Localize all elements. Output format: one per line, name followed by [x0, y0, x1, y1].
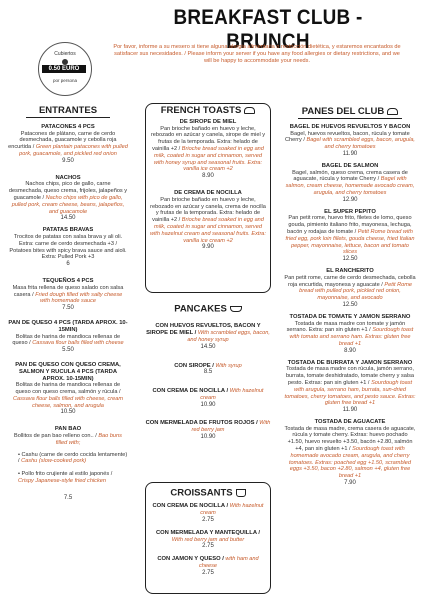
- panes-column: [284, 108, 416, 492]
- toast-icon: [244, 107, 255, 114]
- item-name: BAGEL DE HUEVOS REVUELTOS Y BACON: [289, 123, 411, 130]
- item-price: 6: [66, 261, 70, 268]
- menu-item: [284, 209, 416, 263]
- item-price: 11.90: [342, 151, 358, 157]
- item-desc-en: With syrup: [215, 362, 242, 369]
- menu-item: [8, 175, 128, 223]
- item-desc: Tostada de masa madre, crema casera de aguacate, rúcula y tomate cherry. Extras: huevo pochado +1.50, huevo revuelto +3.50, bacón +2.80, salmón +4, pan sin gluten +1 /: [284, 425, 416, 453]
- item-name: TEQUEÑOS 4 PCS: [42, 277, 94, 284]
- item-desc: Pan petit rome, huevo frito, filetes de lomo, queso gouda, pimiento italiano frito, mayonesa, lechuga, bacón y rodajas de tomate /: [287, 215, 412, 235]
- item-desc: Masa frita rellena de queso salado con salsa casera /: [12, 284, 124, 298]
- menu-item: [284, 419, 416, 487]
- menu-item: [284, 268, 416, 309]
- item-price: 7.90: [344, 480, 356, 487]
- item-price: 12.90: [342, 196, 358, 203]
- item-desc-en: Brioche bread soaked in egg and milk, coated in sugar and cinnamon, served with honey syrup and seasonal fruits. Extra: vanilla ice cream +2: [153, 146, 264, 173]
- entrantes-title: ENTRANTES: [26, 108, 110, 118]
- menu-item: [145, 388, 271, 408]
- pancakes-section: [145, 303, 271, 447]
- item-desc: Pan brioche bañado en huevo y leche, rebozado en azúcar y canela, sirope de miel y frutas de la temporada. Extra: helado de vainilla +2 /: [150, 125, 266, 152]
- cover-charge-badge: [38, 42, 92, 96]
- item-desc: Bagel, salmón, queso crema, crema casera de aguacate, rúcula y tomate Cherry /: [292, 169, 408, 183]
- item-name: PAN DE QUESO 4 PCS (TARDA APROX. 10-15MIN): [8, 319, 128, 333]
- item-desc: Patacones de plátano, carne de cerdo desmechada, guacamole y cebolla roja encurtida /: [8, 130, 117, 151]
- bao-option-es: Pollo frito crujiente al estilo japonés /: [21, 471, 113, 478]
- item-desc: Bolitas de harina de mandioca rellenas de queso con queso crema, salmón y rúcula /: [15, 382, 121, 396]
- item-name: PATACONES 4 PCS: [41, 123, 95, 130]
- menu-item: [150, 503, 266, 523]
- item-price: 7.50: [62, 305, 74, 312]
- item-desc-en: Cassava flour balls filled with cheese, cream cheese, salmon, and arugula: [12, 395, 124, 409]
- item-desc-en: Green plantain patacones with pulled pork, guacamole, and pickled red onion: [19, 144, 128, 157]
- item-desc: Bollitos de pan bao relleno con.. /: [14, 433, 97, 440]
- item-price: 11.90: [342, 407, 358, 414]
- item-desc: Bolitas de harina de mandioca rellenas de queso /: [12, 333, 121, 347]
- item-name: TOSTADA DE TOMATE Y JAMON SERRANO: [289, 313, 411, 320]
- item-price: 9.90: [202, 244, 214, 251]
- menu-item: [284, 314, 416, 355]
- item-price: 8.5: [203, 369, 213, 376]
- item-price: 12.50: [342, 301, 358, 308]
- croissant-icon: [236, 489, 246, 497]
- item-price: 2.75: [202, 569, 214, 576]
- item-name: DE SIROPE DE MIEL: [179, 118, 237, 125]
- badge-bottom-text: por persona: [52, 78, 78, 83]
- item-desc-en: With scrambled eggs, bacon, and honey syrup: [187, 330, 270, 343]
- item-desc: Tostada de masa madre con rúcula, jamón serrano, burrata, tomate deshidratado, tomate cherry y salsa pesto. Extras: pan sin gluten +1 /: [285, 366, 415, 386]
- menu-item: [150, 119, 266, 180]
- item-price: 10.90: [200, 434, 216, 441]
- item-desc-en: with ham and cheese: [198, 556, 259, 569]
- item-name: CON MERMELADA Y MANTEQUILLA /: [155, 529, 261, 536]
- item-name: CON MERMELADA DE FRUTOS ROJOS /: [145, 420, 258, 427]
- item-name: TOSTADA DE AGUACATE: [314, 418, 386, 425]
- item-price: 12.50: [342, 256, 358, 263]
- french-toasts-title-text: FRENCH TOASTS: [160, 105, 242, 117]
- panes-title: [298, 108, 402, 119]
- menu-item: [145, 363, 271, 377]
- menu-item: [8, 124, 128, 165]
- croissants-title-text: CROISSANTS: [170, 487, 233, 499]
- item-desc-en: Petit Rome bread with pulled pork, pickled red onion, mayonnaise, and avocado: [299, 281, 413, 302]
- menu-item: [8, 320, 128, 354]
- french-toasts-box: [145, 103, 271, 293]
- item-price: 14.50: [60, 215, 76, 222]
- menu-item: [150, 556, 266, 576]
- menu-item: [284, 124, 416, 158]
- item-price: 9.50: [62, 157, 74, 164]
- menu-item: [150, 190, 266, 251]
- item-price: 14.50: [200, 343, 216, 350]
- item-price: 5.50: [62, 347, 74, 354]
- item-desc-en: Cassava flour balls filled with cheese: [32, 340, 124, 347]
- bao-option-en: Cashu (slow-cooked pork): [21, 458, 87, 465]
- menu-item: [284, 163, 416, 204]
- item-desc: Trocitos de patatas con salsa brava y ali oli. Extra: carne de cerdo desmechada +3 / Potatoes bites with spicy brava sauce and aioli. Extra: Pulled Pork +3: [9, 233, 127, 261]
- item-desc-en: Fried dough filled with salty cheese with homemade sauce: [35, 291, 123, 305]
- item-price: 2.75: [202, 543, 214, 550]
- entrantes-column: [8, 105, 128, 502]
- item-name: CON CREMA DE NOCILLA /: [152, 503, 229, 510]
- bread-icon: [387, 108, 398, 115]
- item-name: PAN DE QUESO CON QUESO CREMA, SALMON Y RUCULA 4 PCS (TARDA APROX. 10-15MIN): [15, 361, 121, 382]
- croissants-title: [150, 489, 266, 497]
- menu-item: [284, 360, 416, 414]
- page-title: BREAKFAST CLUB - BRUNCH: [173, 6, 363, 53]
- croissants-box: [145, 482, 271, 594]
- item-desc: Nachos chips, pico de gallo, carne desmechada, queso crema, frijoles, jalapeños y guacamole /: [8, 181, 128, 201]
- item-desc: Pan petit rome, carne de cerdo desmechada, cebolla roja encurtida, mayonesa y aguacate /: [284, 274, 416, 288]
- item-name: CON JAMON Y QUESO /: [157, 556, 224, 563]
- allergy-notice: Por favor, informe a su mesero si tiene alguna alergia alimentaria o restricción dietética, y estaremos encantados de satisfacer sus necesidades. / Please inform your server if you have any food allergies or dietary restrictions, and we will be happy to accommodate your needs.: [113, 44, 401, 64]
- item-desc-en: Bagel with scrambled eggs, bacon, arugula, and cherry tomatoes: [306, 137, 415, 151]
- bao-option: • Pollo frito crujiente al estilo japonés / Crispy Japanese-style fried chicken: [18, 471, 113, 485]
- item-name: BAGEL DE SALMON: [321, 162, 379, 169]
- menu-item: [145, 420, 271, 440]
- item-price: 8.90: [344, 347, 356, 354]
- panes-title-text: PANES DEL CLUB: [301, 106, 385, 118]
- menu-item: [8, 362, 128, 416]
- item-desc-en: With hazelnut cream: [200, 388, 264, 401]
- item-desc-en: Nacho chips with pico de gallo, pulled pork, cream cheese, beans, jalapeños, and guacamole: [11, 194, 125, 215]
- bao-option: • Cashu (carne de cerdo cocida lentamente) / Cashu (slow-cooked pork): [18, 451, 128, 465]
- item-desc-en: Bao buns filled with;: [55, 433, 122, 446]
- item-price: 10.50: [60, 409, 76, 416]
- item-desc-en: Sourdough toast with tomato and serrano ham. Extras: gluten free bread +1: [289, 327, 414, 347]
- item-name: EL SUPER PEPITO: [324, 208, 376, 215]
- item-price: 2.75: [202, 516, 214, 523]
- bao-option-es: Cashu (carne de cerdo cocida lentamente) /: [18, 451, 128, 465]
- item-desc-en: Sourdough toast with homemade avocado cream, arugula, and cherry tomatoes. Extras: poached egg +1.50, scrambled eggs +3.50, bacon +2.80, salmon +4, gluten free bread +1: [288, 446, 412, 480]
- item-name: TOSTADA DE BURRATA Y JAMON SERRANO: [287, 359, 413, 366]
- item-desc: Bagel, huevos revueltos, bacon, rúcula y tomate Cherry /: [285, 130, 410, 144]
- badge-top-text: Cubiertos: [54, 51, 76, 57]
- item-desc-en: Sourdough toast with arugula, serrano ham, burrata, sun-dried tomatoes, cherry tomatoes, and pesto sauce. Extras: gluten free bread +1: [284, 379, 416, 407]
- item-desc: Pan brioche bañado en huevo y leche, rebozado en azúcar y canela, crema de nocilla y frutas de la temporada. Extra: helado de vainilla +2 /: [150, 196, 266, 224]
- menu-item: [8, 426, 128, 446]
- bao-option-en: Crispy Japanese-style fried chicken: [18, 478, 106, 485]
- item-name: DE CREMA DE NOCILLA: [174, 189, 242, 196]
- item-desc-en: Petit Rome bread with fried egg, pork loin fillets, gouda cheese, fried Italian pepper, mayonnaise, lettuce, bacon and tomato slices: [285, 228, 415, 256]
- item-desc-en: Brioche bread soaked in egg and milk, coated in sugar and cinnamon, served with hazelnut cream and seasonal fruits. Extra: vanilla ice cream +2: [150, 217, 266, 244]
- menu-item: [145, 323, 271, 350]
- item-name: NACHOS: [55, 174, 81, 181]
- item-price: 10.90: [200, 401, 216, 408]
- item-name: PATATAS BRAVAS: [42, 227, 94, 234]
- item-desc-en: With hazelnut cream: [200, 503, 264, 517]
- item-desc-en: Bagel with salmon, cream cheese, homemade avocado cream, arugula, and cherry tomatoes: [285, 176, 415, 196]
- bao-price: 7.5: [63, 494, 73, 501]
- item-name: EL RANCHERITO: [326, 267, 374, 274]
- menu-item: [8, 227, 128, 268]
- item-name: CON HUEVOS REVUELTOS, BACON Y SIROPE DE MIEL /: [146, 323, 261, 337]
- item-name: PAN BAO: [54, 426, 82, 433]
- menu-item: [8, 278, 128, 312]
- item-desc-en: With red berry jam: [191, 420, 271, 434]
- menu-item: [150, 530, 266, 550]
- badge-price: 0.50 EURO: [42, 65, 86, 73]
- item-price: 8.90: [202, 173, 214, 180]
- french-toasts-title: [150, 107, 266, 115]
- item-name: CON CREMA DE NOCILLA /: [152, 388, 229, 395]
- item-desc: Tostada de masa madre con tomate y jamón serrano. Extra: pan sin gluten +1 /: [286, 320, 406, 334]
- pancakes-title-text: PANCAKES: [174, 303, 227, 315]
- pancakes-title: [145, 303, 271, 315]
- pancake-icon: [230, 306, 242, 312]
- item-desc-en: With red berry jam and butter: [171, 536, 245, 543]
- item-name: CON SIROPE /: [174, 362, 214, 369]
